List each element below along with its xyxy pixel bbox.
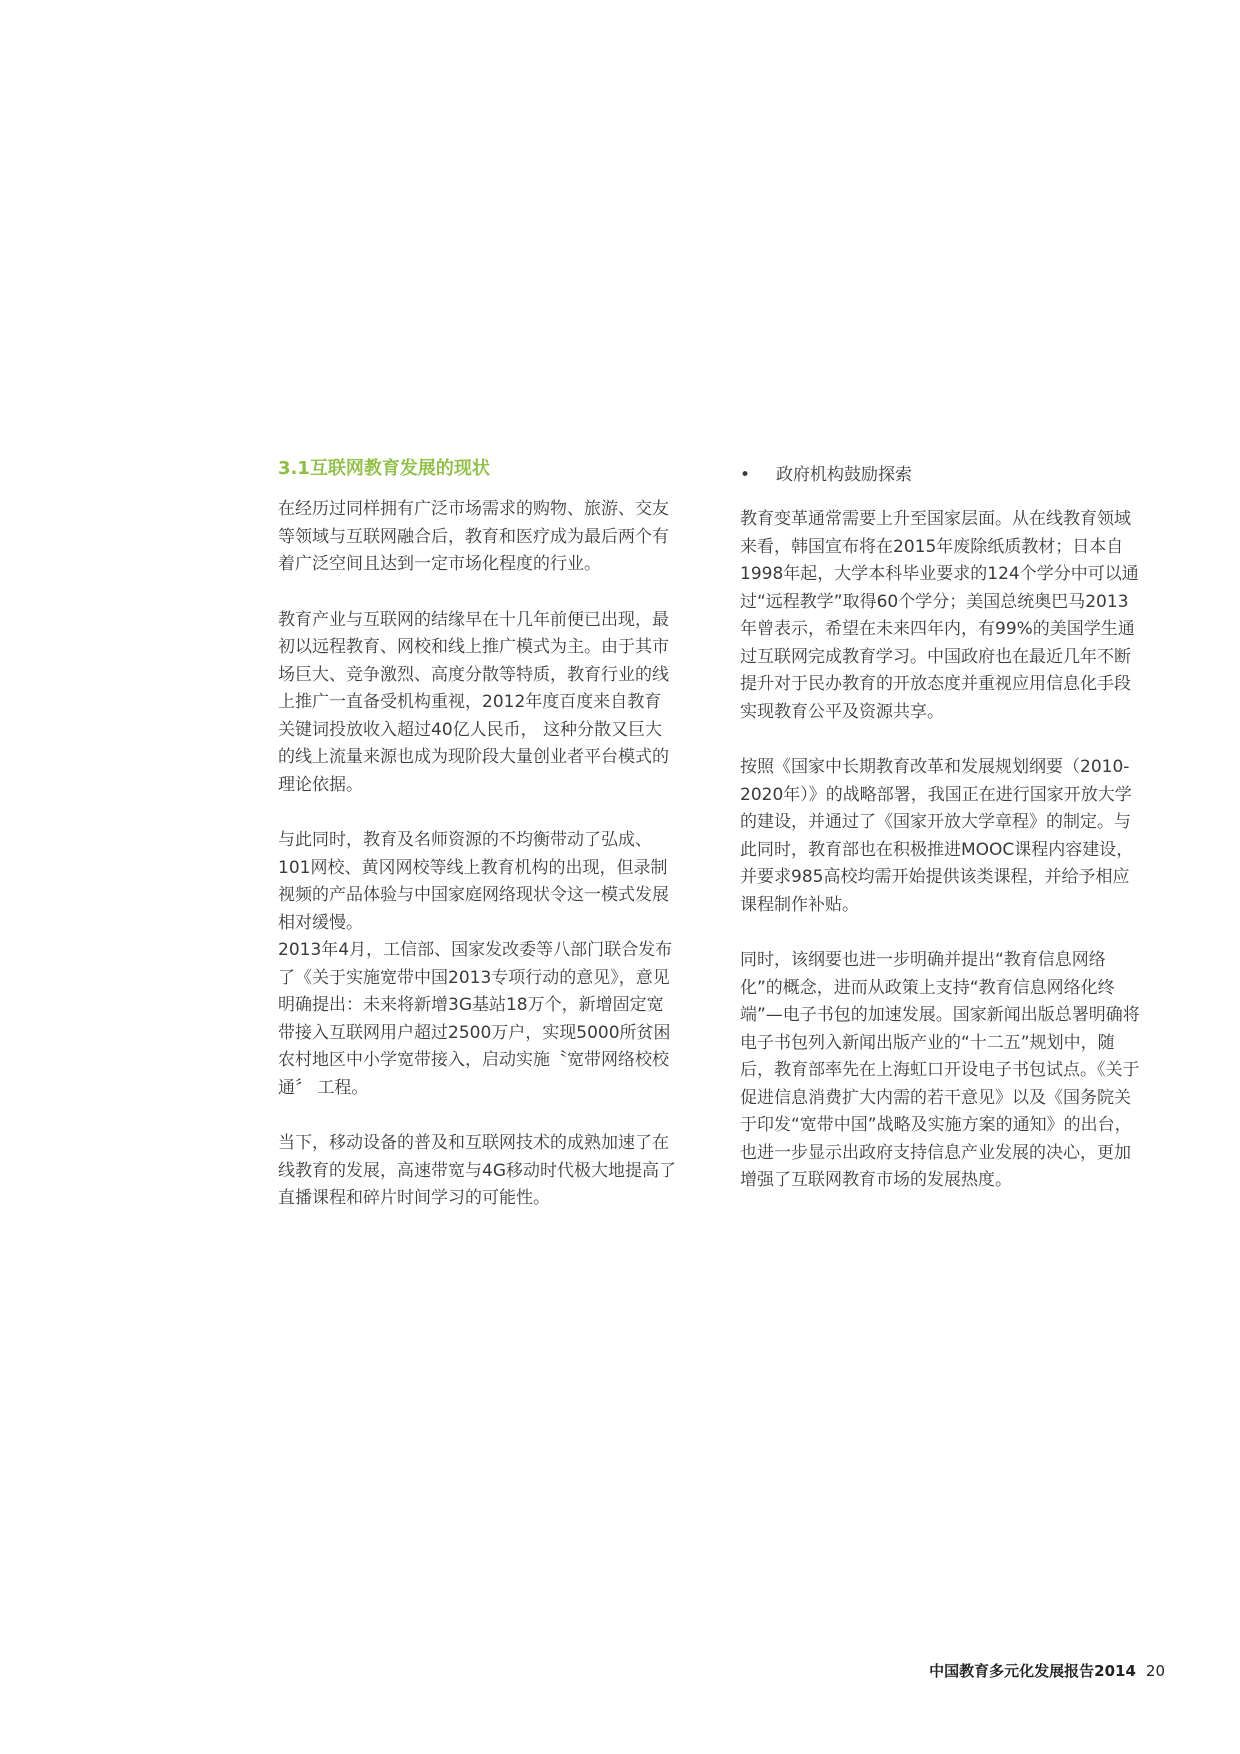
right-column bbox=[740, 461, 1140, 1223]
bullet-icon: • bbox=[740, 465, 751, 485]
report-title: 中国教育多元化发展报告2014 bbox=[929, 1662, 1136, 1680]
paragraph: 教育变革通常需要上升至国家层面。从在线教育领域来看，韩国宣布将在2015年废除纸质教材；日本自1998年起，大学本科毕业要求的124个学分中可以通过“远程教学”取得60个学分；美国总统奥巴马2013年曾表示，希望在未来四年内，有99%的美国学生通过互联网完成教育学习。中国政府也在最近几年不断提升对于民办教育的开放态度并重视应用信息化手段实现教育公平及资源共享。 bbox=[740, 509, 1139, 722]
paragraph: 2013年4月，工信部、国家发改委等八部门联合发布了《关于实施宽带中国2013专项行动的意见》，意见明确提出：未来将新增3G基站18万个，新增固定宽带接入互联网用户超过2500万户，实现5000所贫困农村地区中小学宽带接入，启动实施〝宽带网络校校通〞 工程。 bbox=[278, 940, 673, 1098]
paragraph: 按照《国家中长期教育改革和发展规划纲要（2010-2020年）》的战略部署，我国正在进行国家开放大学的建设，并通过了《国家开放大学章程》的制定。与此同时，教育部也在积极推进MOOC课程内容建设，并要求985高校均需开始提供该类课程，并给予相应课程制作补贴。 bbox=[740, 757, 1134, 915]
paragraph: 与此同时，教育及名师资源的不均衡带动了弘成、101网校、黄冈网校等线上教育机构的出现，但录制视频的产品体验与中国家庭网络现状令这一模式发展相对缓慢。 bbox=[278, 830, 669, 933]
paragraph: 教育产业与互联网的结缘早在十几年前便已出现，最初以远程教育、网校和线上推广模式为主。由于其市场巨大、竞争激烈、高度分散等特质，教育行业的线上推广一直备受机构重视，2012年度百度来自教育关键词投放收入超过40亿人民币， 这种分散又巨大的线上流量来源也成为现阶段大量创业者平台模式的理论依据。 bbox=[278, 609, 669, 795]
page-footer bbox=[929, 1660, 1165, 1681]
page-number: 20 bbox=[1145, 1662, 1165, 1680]
paragraph: 在经历过同样拥有广泛市场需求的购物、旅游、交友等领域与互联网融合后，教育和医疗成为最后两个有着广泛空间且达到一定市场化程度的行业。 bbox=[278, 499, 669, 574]
section-title: 3.1互联网教育发展的现状 bbox=[278, 458, 490, 479]
bullet-label: 政府机构鼓励探索 bbox=[776, 465, 912, 485]
paragraph: 当下，移动设备的普及和互联网技术的成熟加速了在线教育的发展，高速带宽与4G移动时代极大地提高了直播课程和碎片时间学习的可能性。 bbox=[278, 1133, 676, 1208]
left-column bbox=[278, 455, 678, 1241]
bullet-heading bbox=[740, 461, 1140, 489]
paragraph: 同时，该纲要也进一步明确并提出“教育信息网络化”的概念，进而从政策上支持“教育信息网络化终端”—电子书包的加速发展。国家新闻出版总署明确将电子书包列入新闻出版产业的“十二五”规划中，随后，教育部率先在上海虹口开设电子书包试点。《关于促进信息消费扩大内需的若干意见》以及《国务院关于印发“宽带中国”战略及实施方案的通知》的出台，也进一步显示出政府支持信息产业发展的决心，更加增强了互联网教育市场的发展热度。 bbox=[740, 950, 1140, 1190]
